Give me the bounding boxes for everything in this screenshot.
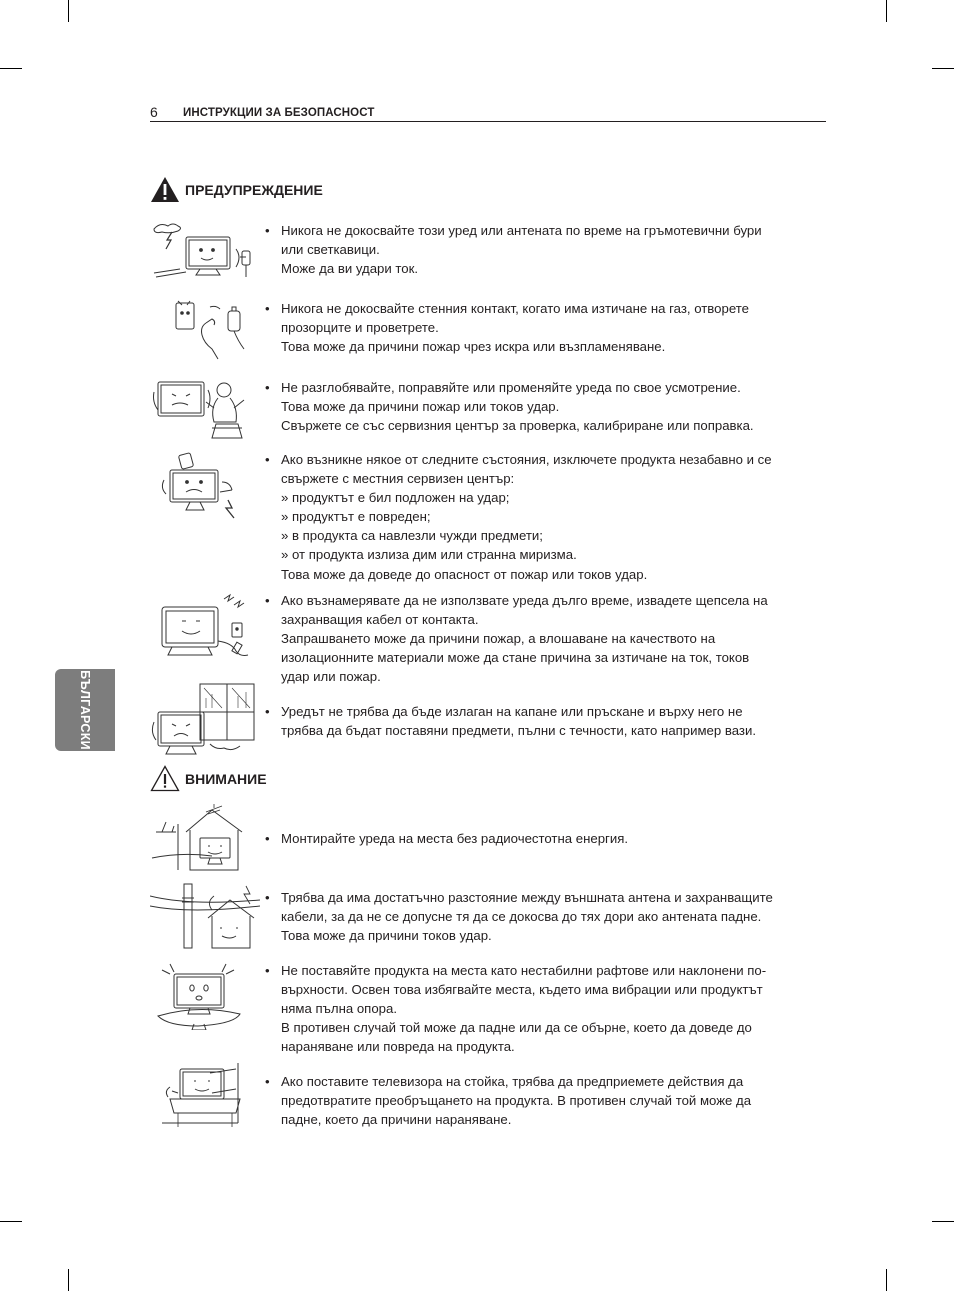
text-line: кабели, за да не се допусне тя да се докосва до тях дори ако антената падне. [281, 909, 762, 925]
bullet-icon: • [265, 890, 270, 905]
text-line: трябва да бъдат поставяни предмети, пълни с течности, като например вази. [281, 723, 757, 739]
text-line: Ако поставите телевизора на стойка, трябва да предприемете действия да [281, 1074, 744, 1089]
crop-mark [886, 0, 887, 22]
text-line: върхности. Освен това избягвайте места, където има вибрации или продуктът [281, 982, 763, 998]
text-line: Ако възнамерявате да не използвате уреда дълго време, извадете щепсела на [281, 593, 768, 608]
warning-heading [150, 176, 323, 203]
text-line: падне, което да причини нараняване. [281, 1112, 512, 1128]
crop-mark [68, 0, 69, 22]
warning-title: ПРЕДУПРЕЖДЕНИЕ [185, 181, 323, 198]
text-line: » продуктът е повреден; [281, 509, 431, 525]
disassemble-tv-illustration [150, 378, 260, 442]
bullet-icon: • [265, 963, 270, 978]
caution-heading [150, 765, 267, 792]
text-line: захранващия кабел от контакта. [281, 612, 479, 628]
page-header [150, 104, 826, 122]
text-line: удар или пожар. [281, 669, 381, 685]
text-line: В противен случай той може да падне или да се обърне, което да доведе до [281, 1020, 752, 1036]
crop-mark [68, 1269, 69, 1291]
text-line: Монтирайте уреда на места без радиочестотна енергия. [281, 831, 629, 846]
crop-mark [932, 1221, 954, 1222]
text-line: Уредът не трябва да бъде излаган на капане или пръскане и върху него не [281, 704, 743, 719]
text-line: или светкавици. [281, 242, 380, 258]
text-line: Може да ви удари ток. [281, 261, 419, 277]
crop-mark [0, 1221, 22, 1222]
bullet-icon: • [265, 1074, 270, 1089]
text-line: предотвратите преобръщането на продукта. В противен случай той може да [281, 1093, 752, 1109]
warning-text [265, 378, 820, 435]
radio-antenna-house-illustration [150, 804, 260, 874]
text-line: Ако възникне някое от следните състояния, изключете продукта незабавно и се [281, 452, 772, 467]
crop-mark [886, 1269, 887, 1291]
text-line: » в продукта са навлезли чужди предмети; [281, 528, 543, 544]
text-line: » от продукта излиза дим или странна миризма. [281, 547, 577, 563]
unplug-tv-illustration [150, 591, 260, 661]
caution-triangle-icon [150, 765, 180, 792]
unstable-shelf-tv-illustration [150, 958, 260, 1030]
language-tab-label: БЪЛГАРСКИ [78, 670, 92, 750]
text-line: прозорците и проветрете. [281, 320, 439, 336]
bullet-icon: • [265, 452, 270, 467]
text-line: Запрашването може да причини пожар, а влошаване на качеството на [281, 631, 716, 647]
text-line: Никога не докосвайте този уред или антената по време на гръмотевични бури [281, 223, 762, 238]
crop-mark [0, 68, 22, 69]
warning-text [265, 702, 820, 740]
antenna-power-line-illustration [150, 880, 260, 950]
item-lines [281, 299, 820, 356]
item-lines [281, 450, 820, 584]
text-line: изолационните материали може да стане причина за изтичане на ток, токов [281, 650, 750, 666]
text-line: Това може да причини токов удар. [281, 928, 492, 944]
text-line: » продуктът е бил подложен на удар; [281, 490, 510, 506]
item-lines [281, 961, 820, 1056]
caution-text [265, 829, 820, 848]
text-line: нараняване или повреда на продукта. [281, 1039, 515, 1055]
warning-triangle-icon [150, 176, 180, 203]
caution-text [265, 961, 820, 1056]
bullet-icon: • [265, 704, 270, 719]
caution-text [265, 888, 820, 945]
text-line: Никога не докосвайте стенния контакт, когато има изтичане на газ, отворете [281, 301, 749, 316]
item-lines [281, 1072, 820, 1129]
text-line: няма пълна опора. [281, 1001, 397, 1017]
item-lines [281, 829, 820, 848]
text-line: Не поставяйте продукта на места като нестабилни рафтове или наклонени по- [281, 963, 767, 978]
bullet-icon: • [265, 831, 270, 846]
lightning-storm-tv-illustration [150, 221, 260, 281]
warning-text [265, 450, 820, 584]
bullet-icon: • [265, 301, 270, 316]
bullet-icon: • [265, 593, 270, 608]
bullet-icon: • [265, 223, 270, 238]
item-lines [281, 888, 820, 945]
text-line: свържете с местния сервизен център: [281, 471, 515, 487]
item-lines [281, 221, 820, 278]
tv-stand-anchor-illustration [150, 1063, 260, 1133]
warning-text [265, 221, 820, 278]
item-lines [281, 378, 820, 435]
text-line: Това може да причини пожар чрез искра или възпламеняване. [281, 339, 666, 355]
text-line: Свържете се със сервизния център за проверка, калибриране или поправка. [281, 418, 754, 434]
text-line: Не разглобявайте, поправяйте или променяйте уреда по свое усмотрение. [281, 380, 741, 395]
water-splash-tv-illustration [150, 682, 260, 758]
item-lines [281, 702, 820, 740]
page-number: 6 [150, 104, 158, 120]
damaged-tv-illustration [150, 450, 260, 520]
warning-text [265, 591, 820, 686]
language-tab [55, 669, 115, 751]
gas-leak-outlet-illustration [150, 299, 260, 363]
header-title: ИНСТРУКЦИИ ЗА БЕЗОПАСНОСТ [183, 107, 375, 119]
text-line: Трябва да има достатъчно разстояние между външната антена и захранващите [281, 890, 773, 905]
text-line: Това може да причини пожар или токов удар. [281, 399, 560, 415]
crop-mark [932, 68, 954, 69]
item-lines [281, 591, 820, 686]
text-line: Това може да доведе до опасност от пожар или токов удар. [281, 566, 648, 582]
bullet-icon: • [265, 380, 270, 395]
caution-text [265, 1072, 820, 1129]
warning-text [265, 299, 820, 356]
caution-title: ВНИМАНИЕ [185, 770, 267, 787]
